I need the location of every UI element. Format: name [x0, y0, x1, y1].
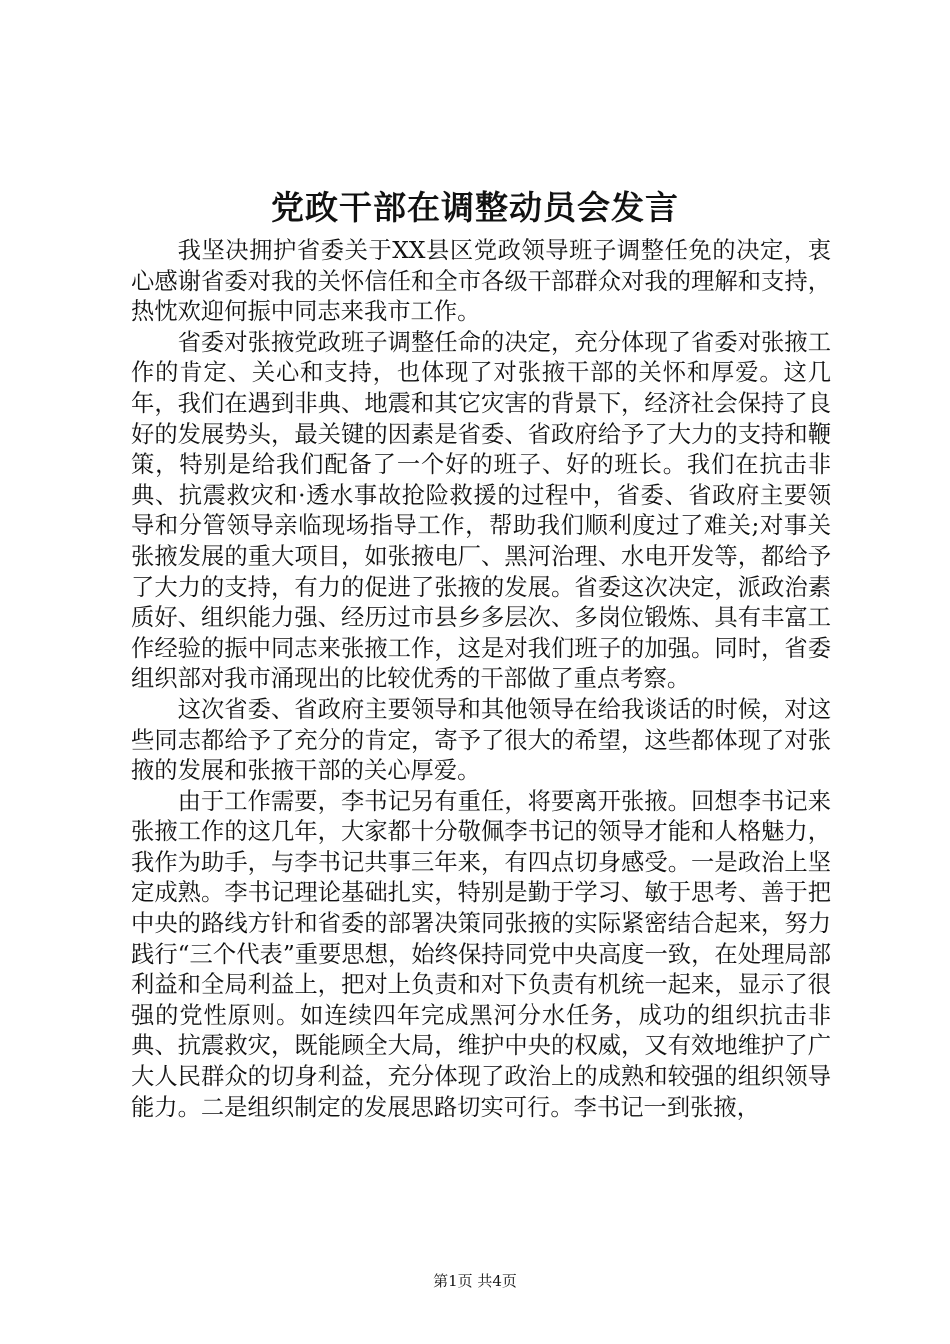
paragraph: 我坚决拥护省委关于XX县区党政领导班子调整任免的决定，衷心感谢省委对我的关怀信任和全市各级干部群众对我的理解和支持，热忱欢迎何振中同志来我市工作。: [131, 237, 831, 326]
paragraph: 这次省委、省政府主要领导和其他领导在给我谈话的时候，对这些同志都给予了充分的肯定，寄予了很大的希望，这些都体现了对张掖的发展和张掖干部的关心厚爱。: [131, 695, 831, 785]
page-number-footer: 第1页 共4页: [433, 1272, 517, 1290]
document-title: 党政干部在调整动员会发言: [271, 188, 679, 227]
paragraph: 省委对张掖党政班子调整任命的决定，充分体现了省委对张掖工作的肯定、关心和支持，也体现了对张掖干部的关怀和厚爱。这几年，我们在遇到非典、地震和其它灾害的背景下，经济社会保持了良好的发展势头，最关键的因素是省委、省政府给予了大力的支持和鞭策，特别是给我们配备了一个好的班子、好的班长。我们在抗击非典、抗震救灾和·透水事故抢险救援的过程中，省委、省政府主要领导和分管领导亲临现场指导工作，帮助我们顺利度过了难关;对事关张掖发展的重大项目，如张掖电厂、黑河治理、水电开发等，都给予了大力的支持，有力的促进了张掖的发展。省委这次决定，派政治素质好、组织能力强、经历过市县乡多层次、多岗位锻炼、具有丰富工作经验的振中同志来张掖工作，这是对我们班子的加强。同时，省委组织部对我市涌现出的比较优秀的干部做了重点考察。: [131, 328, 831, 693]
paragraph: 由于工作需要，李书记另有重任，将要离开张掖。回想李书记来张掖工作的这几年，大家都十分敬佩李书记的领导才能和人格魅力，我作为助手，与李书记共事三年来，有四点切身感受。一是政治上坚定成熟。李书记理论基础扎实，特别是勤于学习、敏于思考、善于把中央的路线方针和省委的部署决策同张掖的实际紧密结合起来，努力践行“三个代表”重要思想，始终保持同党中央高度一致，在处理局部利益和全局利益上，把对上负责和对下负责有机统一起来，显示了很强的党性原则。如连续四年完成黑河分水任务，成功的组织抗击非典、抗震救灾，既能顾全大局，维护中央的权威，又有效地维护了广大人民群众的切身利益，充分体现了政治上的成熟和较强的组织领导能力。二是组织制定的发展思路切实可行。李书记一到张掖，: [131, 787, 831, 1121]
document-body: [131, 236, 831, 1123]
